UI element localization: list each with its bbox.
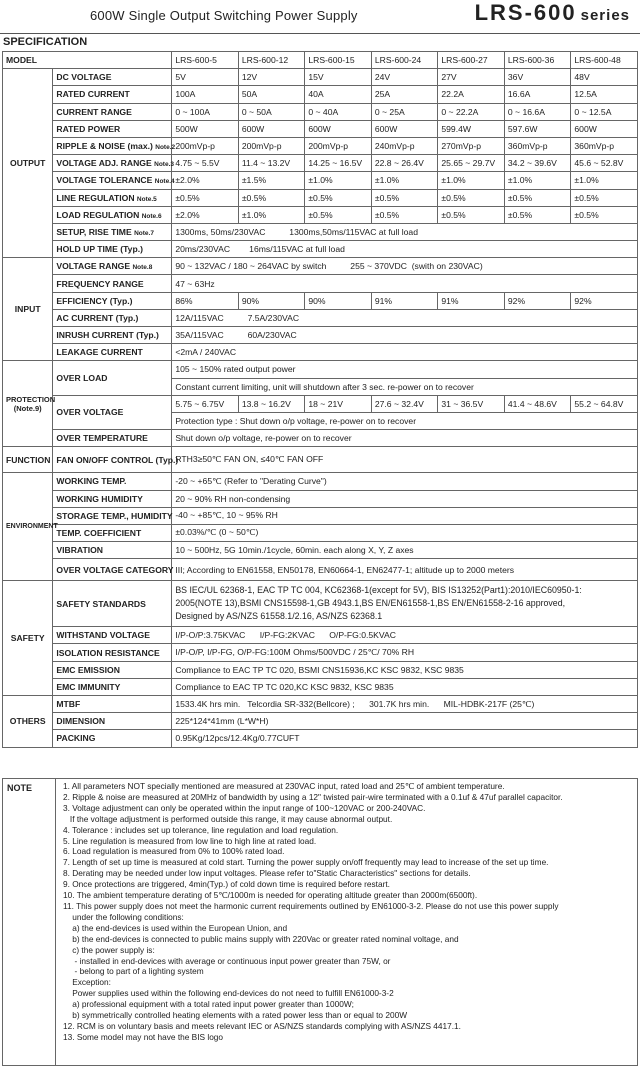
model-cell: LRS-600-12	[238, 52, 305, 69]
item-label	[53, 258, 172, 275]
vibration-row	[3, 542, 638, 559]
item-label: ISOLATION RESISTANCE	[53, 644, 172, 661]
value-cell: 500W	[172, 120, 239, 137]
safety-standards-row	[3, 581, 638, 627]
value-cell: 92%	[504, 292, 571, 309]
value-cell: 1300ms, 50ms/230VAC 1300ms,50ms/115VAC at full load	[172, 223, 638, 240]
note-ref: Note.3	[154, 161, 174, 169]
item-label	[53, 223, 172, 240]
safety-standards-line: 2005(NOTE 13),BSMI CNS15598-1,GB 4943.1,BS EN/EN61558-1,BS EN/EN61558-2-16 approved,	[175, 598, 566, 609]
value-cell: 0.95Kg/12pcs/12.4Kg/0.77CUFT	[172, 730, 638, 747]
item-label: FREQUENCY RANGE	[53, 275, 172, 292]
value-cell: ±1.0%	[571, 172, 638, 189]
over-voltage-category-row	[3, 559, 638, 581]
value-cell: 24V	[371, 69, 438, 86]
voltage-adj-row	[3, 155, 638, 172]
item-label: TEMP. COEFFICIENT	[53, 524, 172, 541]
value-cell: 15V	[305, 69, 372, 86]
note-ref: Note.6	[141, 212, 162, 220]
value-cell: 600W	[571, 120, 638, 137]
value-cell: ±0.5%	[172, 189, 239, 206]
item-label-text: RIPPLE & NOISE (max.)	[56, 141, 153, 152]
value-cell: 0 ~ 12.5A	[571, 103, 638, 120]
efficiency-row	[3, 292, 638, 309]
note-ref: Note.7	[134, 229, 154, 237]
value-cell: ±1.0%	[238, 206, 305, 223]
ripple-noise-row	[3, 137, 638, 154]
item-label: PACKING	[53, 730, 172, 747]
value-cell: 27V	[438, 69, 505, 86]
value-cell: -40 ~ +85℃, 10 ~ 95% RH	[172, 507, 638, 524]
item-label: OVER VOLTAGE	[53, 395, 172, 429]
note-ref: Note.4	[154, 178, 175, 186]
value-cell: III; According to EN61558, EN50178, EN60664-1, EN62477-1; altitude up to 2000 meters	[172, 559, 638, 581]
withstand-voltage-row	[3, 627, 638, 644]
value-cell: 25A	[371, 86, 438, 103]
value-cell: ±0.5%	[305, 189, 372, 206]
item-label: MTBF	[53, 696, 172, 713]
value-cell: 92%	[571, 292, 638, 309]
fan-control-row	[3, 447, 638, 473]
over-temperature-row	[3, 430, 638, 447]
model-cell: LRS-600-36	[504, 52, 571, 69]
value-cell: 41.4 ~ 48.6V	[504, 395, 571, 412]
dc-voltage-row	[3, 69, 638, 86]
item-label	[53, 172, 175, 189]
value-cell: 16.6A	[504, 86, 571, 103]
item-label-text: VOLTAGE RANGE	[56, 261, 131, 272]
value-cell: 50A	[238, 86, 305, 103]
value-cell: 40A	[305, 86, 372, 103]
rated-current-row	[3, 86, 638, 103]
value-cell: 200mVp-p	[238, 137, 305, 154]
item-label: FAN ON/OFF CONTROL (Typ.)	[53, 447, 172, 473]
voltage-tolerance-row	[3, 172, 638, 189]
value-cell: 12.5A	[571, 86, 638, 103]
value-cell: RTH3≥50℃ FAN ON, ≤40℃ FAN OFF	[172, 447, 638, 473]
model-cell: LRS-600-27	[438, 52, 505, 69]
temp-coefficient-row	[3, 524, 638, 541]
isolation-resistance-row	[3, 644, 638, 661]
value-cell: ±0.5%	[438, 206, 505, 223]
value-cell: ±0.03%/℃ (0 ~ 50℃)	[172, 524, 638, 541]
section-function: FUNCTION	[3, 447, 53, 473]
value-cell: 36V	[504, 69, 571, 86]
value-cell	[172, 581, 638, 627]
item-label: SAFETY STANDARDS	[53, 581, 172, 627]
value-cell: Shut down o/p voltage, re-power on to recover	[172, 430, 638, 447]
value-cell: 14.25 ~ 16.5V	[305, 155, 372, 172]
specification-table	[2, 51, 638, 748]
value-cell: ±0.5%	[504, 206, 571, 223]
model-cell: LRS-600-24	[371, 52, 438, 69]
value-cell: ±1.0%	[504, 172, 571, 189]
value-cell: ±1.5%	[238, 172, 305, 189]
value-cell: 48V	[571, 69, 638, 86]
value-cell: 225*124*41mm (L*W*H)	[172, 713, 638, 730]
working-humidity-row	[3, 490, 638, 507]
item-label: EMC EMISSION	[53, 661, 172, 678]
value-cell: 597.6W	[504, 120, 571, 137]
value-cell: 5.75 ~ 6.75V	[172, 395, 239, 412]
model-cell: LRS-600-48	[571, 52, 638, 69]
item-label: INRUSH CURRENT (Typ.)	[53, 327, 172, 344]
value-cell: 0 ~ 40A	[305, 103, 372, 120]
item-label: CURRENT RANGE	[53, 103, 172, 120]
value-cell: 12V	[238, 69, 305, 86]
emc-emission-row	[3, 661, 638, 678]
section-safety: SAFETY	[3, 581, 53, 696]
rated-power-row	[3, 120, 638, 137]
note-ref: Note.8	[132, 264, 153, 272]
value-cell: 0 ~ 16.6A	[504, 103, 571, 120]
model-series-title	[475, 0, 630, 26]
item-label: WORKING HUMIDITY	[53, 490, 172, 507]
item-label-text: LOAD REGULATION	[56, 209, 140, 220]
item-label-text: SETUP, RISE TIME	[56, 226, 132, 237]
product-subtitle: 600W Single Output Switching Power Supply	[90, 8, 358, 23]
item-label: DIMENSION	[53, 713, 172, 730]
value-cell: 105 ~ 150% rated output power	[172, 361, 638, 378]
model-label: MODEL	[3, 52, 172, 69]
item-label: STORAGE TEMP., HUMIDITY	[53, 507, 172, 524]
value-cell: I/P-O/P, I/P-FG, O/P-FG:100M Ohms/500VDC / 25℃/ 70% RH	[172, 644, 638, 661]
working-temp-row	[3, 473, 638, 490]
value-cell: 90 ~ 132VAC / 180 ~ 264VAC by switch 255 ~ 370VDC (swith on 230VAC)	[172, 258, 638, 275]
value-cell: ±1.0%	[305, 172, 372, 189]
item-label-text: LINE REGULATION	[56, 192, 135, 203]
value-cell: 47 ~ 63Hz	[172, 275, 638, 292]
value-cell: 360mVp-p	[504, 137, 571, 154]
value-cell: ±0.5%	[371, 206, 438, 223]
item-label: WORKING TEMP.	[53, 473, 172, 490]
value-cell: Constant current limiting, unit will shutdown after 3 sec. re-power on to recover	[172, 378, 638, 395]
item-label: VIBRATION	[53, 542, 172, 559]
current-range-row	[3, 103, 638, 120]
value-cell: ±0.5%	[571, 206, 638, 223]
value-cell: 34.2 ~ 39.6V	[504, 155, 571, 172]
model-cell: LRS-600-15	[305, 52, 372, 69]
value-cell: 240mVp-p	[371, 137, 438, 154]
value-cell: 90%	[238, 292, 305, 309]
value-cell: 599.4W	[438, 120, 505, 137]
item-label	[53, 155, 172, 172]
value-cell: 86%	[172, 292, 239, 309]
value-cell: 12A/115VAC 7.5A/230VAC	[172, 309, 638, 326]
item-label: OVER LOAD	[53, 361, 172, 395]
value-cell: 11.4 ~ 13.2V	[238, 155, 305, 172]
over-load-row-1	[3, 361, 638, 378]
item-label: OVER TEMPERATURE	[53, 430, 172, 447]
value-cell: 270mVp-p	[438, 137, 505, 154]
item-label: AC CURRENT (Typ.)	[53, 309, 172, 326]
value-cell: 600W	[371, 120, 438, 137]
value-cell: 600W	[238, 120, 305, 137]
item-label	[53, 189, 172, 206]
value-cell: 25.65 ~ 29.7V	[438, 155, 505, 172]
notes-divider	[55, 779, 56, 1065]
value-cell: ±0.5%	[238, 189, 305, 206]
value-cell: 91%	[371, 292, 438, 309]
item-label: DC VOLTAGE	[53, 69, 172, 86]
leakage-current-row	[3, 344, 638, 361]
value-cell: ±2.0%	[172, 206, 239, 223]
ac-current-row	[3, 309, 638, 326]
value-cell: 10 ~ 500Hz, 5G 10min./1cycle, 60min. each along X, Y, Z axes	[172, 542, 638, 559]
value-cell: ±0.5%	[504, 189, 571, 206]
value-cell: 200mVp-p	[305, 137, 372, 154]
value-cell: 1533.4K hrs min. Telcordia SR-332(Bellcore) ; 301.7K hrs min. MIL-HDBK-217F (25℃)	[172, 696, 638, 713]
value-cell: -20 ~ +65℃ (Refer to "Derating Curve")	[172, 473, 638, 490]
value-cell: <2mA / 240VAC	[172, 344, 638, 361]
section-protection-note: (Note.9)	[13, 403, 42, 413]
value-cell: 91%	[438, 292, 505, 309]
safety-standards-line: Designed by AS/NZS 61558.1/2.16, AS/NZS 62368.1	[175, 611, 383, 622]
page-header	[0, 0, 640, 34]
notes-section	[2, 778, 638, 1066]
value-cell: 5V	[172, 69, 239, 86]
section-input: INPUT	[3, 258, 53, 361]
value-cell: 200mVp-p	[172, 137, 239, 154]
emc-immunity-row	[3, 678, 638, 695]
value-cell: 35A/115VAC 60A/230VAC	[172, 327, 638, 344]
value-cell: 0 ~ 25A	[371, 103, 438, 120]
item-label	[53, 206, 172, 223]
value-cell: 45.6 ~ 52.8V	[571, 155, 638, 172]
value-cell: 4.75 ~ 5.5V	[172, 155, 239, 172]
item-label	[53, 137, 176, 154]
value-cell: 0 ~ 22.2A	[438, 103, 505, 120]
value-cell: 600W	[305, 120, 372, 137]
load-regulation-row	[3, 206, 638, 223]
safety-standards-line: BS IEC/UL 62368-1, EAC TP TC 004, KC62368-1(except for 5V), BIS IS13252(Part1):2010/IEC60950-1:	[175, 585, 582, 596]
value-cell: 100A	[172, 86, 239, 103]
item-label-text: VOLTAGE TOLERANCE	[56, 175, 153, 186]
storage-temp-row	[3, 507, 638, 524]
item-label: RATED CURRENT	[53, 86, 172, 103]
value-cell: ±0.5%	[438, 189, 505, 206]
model-series-name: LRS-600	[474, 0, 577, 25]
item-label: RATED POWER	[53, 120, 172, 137]
value-cell: I/P-O/P:3.75KVAC I/P-FG:2KVAC O/P-FG:0.5KVAC	[172, 627, 638, 644]
specification-title: SPECIFICATION	[3, 36, 88, 48]
note-ref: Note.2	[155, 144, 176, 152]
value-cell: ±1.0%	[438, 172, 505, 189]
item-label: EMC IMMUNITY	[53, 678, 172, 695]
notes-body: 1. All parameters NOT specially mentioned are measured at 230VAC input, rated load and 25℃ of ambient temperature. 2. Ripple & noise are measured at 20MHz of bandwidth by using a 12" twisted pair-wire terminated with a 0.1uf & 47uf parallel capacitor. 3. Voltage adjustment can only be operated within the input range of 100~120VAC or 200-240VAC. If the voltage adjustment is performed outside this range, it may cause abnormal output. 4. Tolerance : includes set up tolerance, line regulation and load regulation. 5. Line regulation is measured from low line to high line at rated load. 6. Load regulation is measured from 0% to 100% rated load. 7. Length of set up time is measured at cold start. Turning the power supply on/off frequently may lead to increase of the set up time. 8. Derating may be needed under low input voltages. Please refer to"Static Characteristics" sections for details. 9. Once protections are triggered, 4min(Typ.) of cold down time is required before restart. 10. The ambient temperature derating of 5℃/1000m is needed for operating altitude greater than 2000m(6500ft). 11. This power supply does not meet the harmonic current requirements outlined by EN61000-3-2. Please do not use this power supply under the following conditions: a) the end-devices is used within the European Union, and b) the end-devices is connected to public mains supply with 220Vac or greater rated nominal voltage, and c) the power supply is: - installed in end-devices with average or continuous input power greater than 75W, or - belong to part of a lighting system Exception: Power supplies used within the following end-devices do not need to fulfill EN61000-3-2 a) professional equipment with a total rated input power greater than 1000W; b) symmetrically controlled heating elements with a rated power less than or equal to 200W 12. RCM is on voluntary basis and meets relevant IEC or AS/NZS standards complying with AS/NZS 4417.1. 13. Some model may not have the BIS logo	[63, 781, 563, 1042]
value-cell: 22.8 ~ 26.4V	[371, 155, 438, 172]
model-row	[3, 52, 638, 69]
value-cell: 0 ~ 50A	[238, 103, 305, 120]
value-cell: Protection type : Shut down o/p voltage, re-power on to recover	[172, 412, 638, 429]
value-cell: 55.2 ~ 64.8V	[571, 395, 638, 412]
hold-up-time-row	[3, 241, 638, 258]
series-word: series	[580, 7, 630, 24]
value-cell: 31 ~ 36.5V	[438, 395, 505, 412]
over-voltage-row-1	[3, 395, 638, 412]
item-label-text: VOLTAGE ADJ. RANGE	[56, 158, 152, 169]
value-cell: 22.2A	[438, 86, 505, 103]
item-label: HOLD UP TIME (Typ.)	[53, 241, 172, 258]
value-cell: ±0.5%	[371, 189, 438, 206]
section-output: OUTPUT	[3, 69, 53, 258]
dimension-row	[3, 713, 638, 730]
packing-row	[3, 730, 638, 747]
frequency-range-row	[3, 275, 638, 292]
value-cell: 90%	[305, 292, 372, 309]
value-cell: 20ms/230VAC 16ms/115VAC at full load	[172, 241, 638, 258]
value-cell: ±2.0%	[172, 172, 239, 189]
value-cell: 0 ~ 100A	[172, 103, 239, 120]
item-label: OVER VOLTAGE CATEGORY	[53, 559, 172, 581]
notes-label: NOTE	[7, 783, 33, 793]
item-label: LEAKAGE CURRENT	[53, 344, 172, 361]
voltage-range-row	[3, 258, 638, 275]
value-cell: Compliance to EAC TP TC 020, BSMI CNS15936,KC KSC 9832, KSC 9835	[172, 661, 638, 678]
model-cell: LRS-600-5	[172, 52, 239, 69]
section-others: OTHERS	[3, 696, 53, 748]
value-cell: Compliance to EAC TP TC 020,KC KSC 9832, KSC 9835	[172, 678, 638, 695]
value-cell: ±0.5%	[305, 206, 372, 223]
section-protection	[3, 361, 56, 447]
section-environment: ENVIRONMENT	[3, 473, 53, 581]
line-regulation-row	[3, 189, 638, 206]
setup-rise-time-row	[3, 223, 638, 240]
item-label: WITHSTAND VOLTAGE	[53, 627, 172, 644]
item-label: EFFICIENCY (Typ.)	[53, 292, 172, 309]
note-ref: Note.5	[136, 195, 157, 203]
value-cell: 27.6 ~ 32.4V	[371, 395, 438, 412]
value-cell: 13.8 ~ 16.2V	[238, 395, 305, 412]
value-cell: ±0.5%	[571, 189, 638, 206]
value-cell: 18 ~ 21V	[305, 395, 372, 412]
inrush-current-row	[3, 327, 638, 344]
value-cell: ±1.0%	[371, 172, 438, 189]
section-protection-label: PROTECTION	[6, 394, 56, 404]
mtbf-row	[3, 696, 638, 713]
value-cell: 360mVp-p	[571, 137, 638, 154]
value-cell: 20 ~ 90% RH non-condensing	[172, 490, 638, 507]
